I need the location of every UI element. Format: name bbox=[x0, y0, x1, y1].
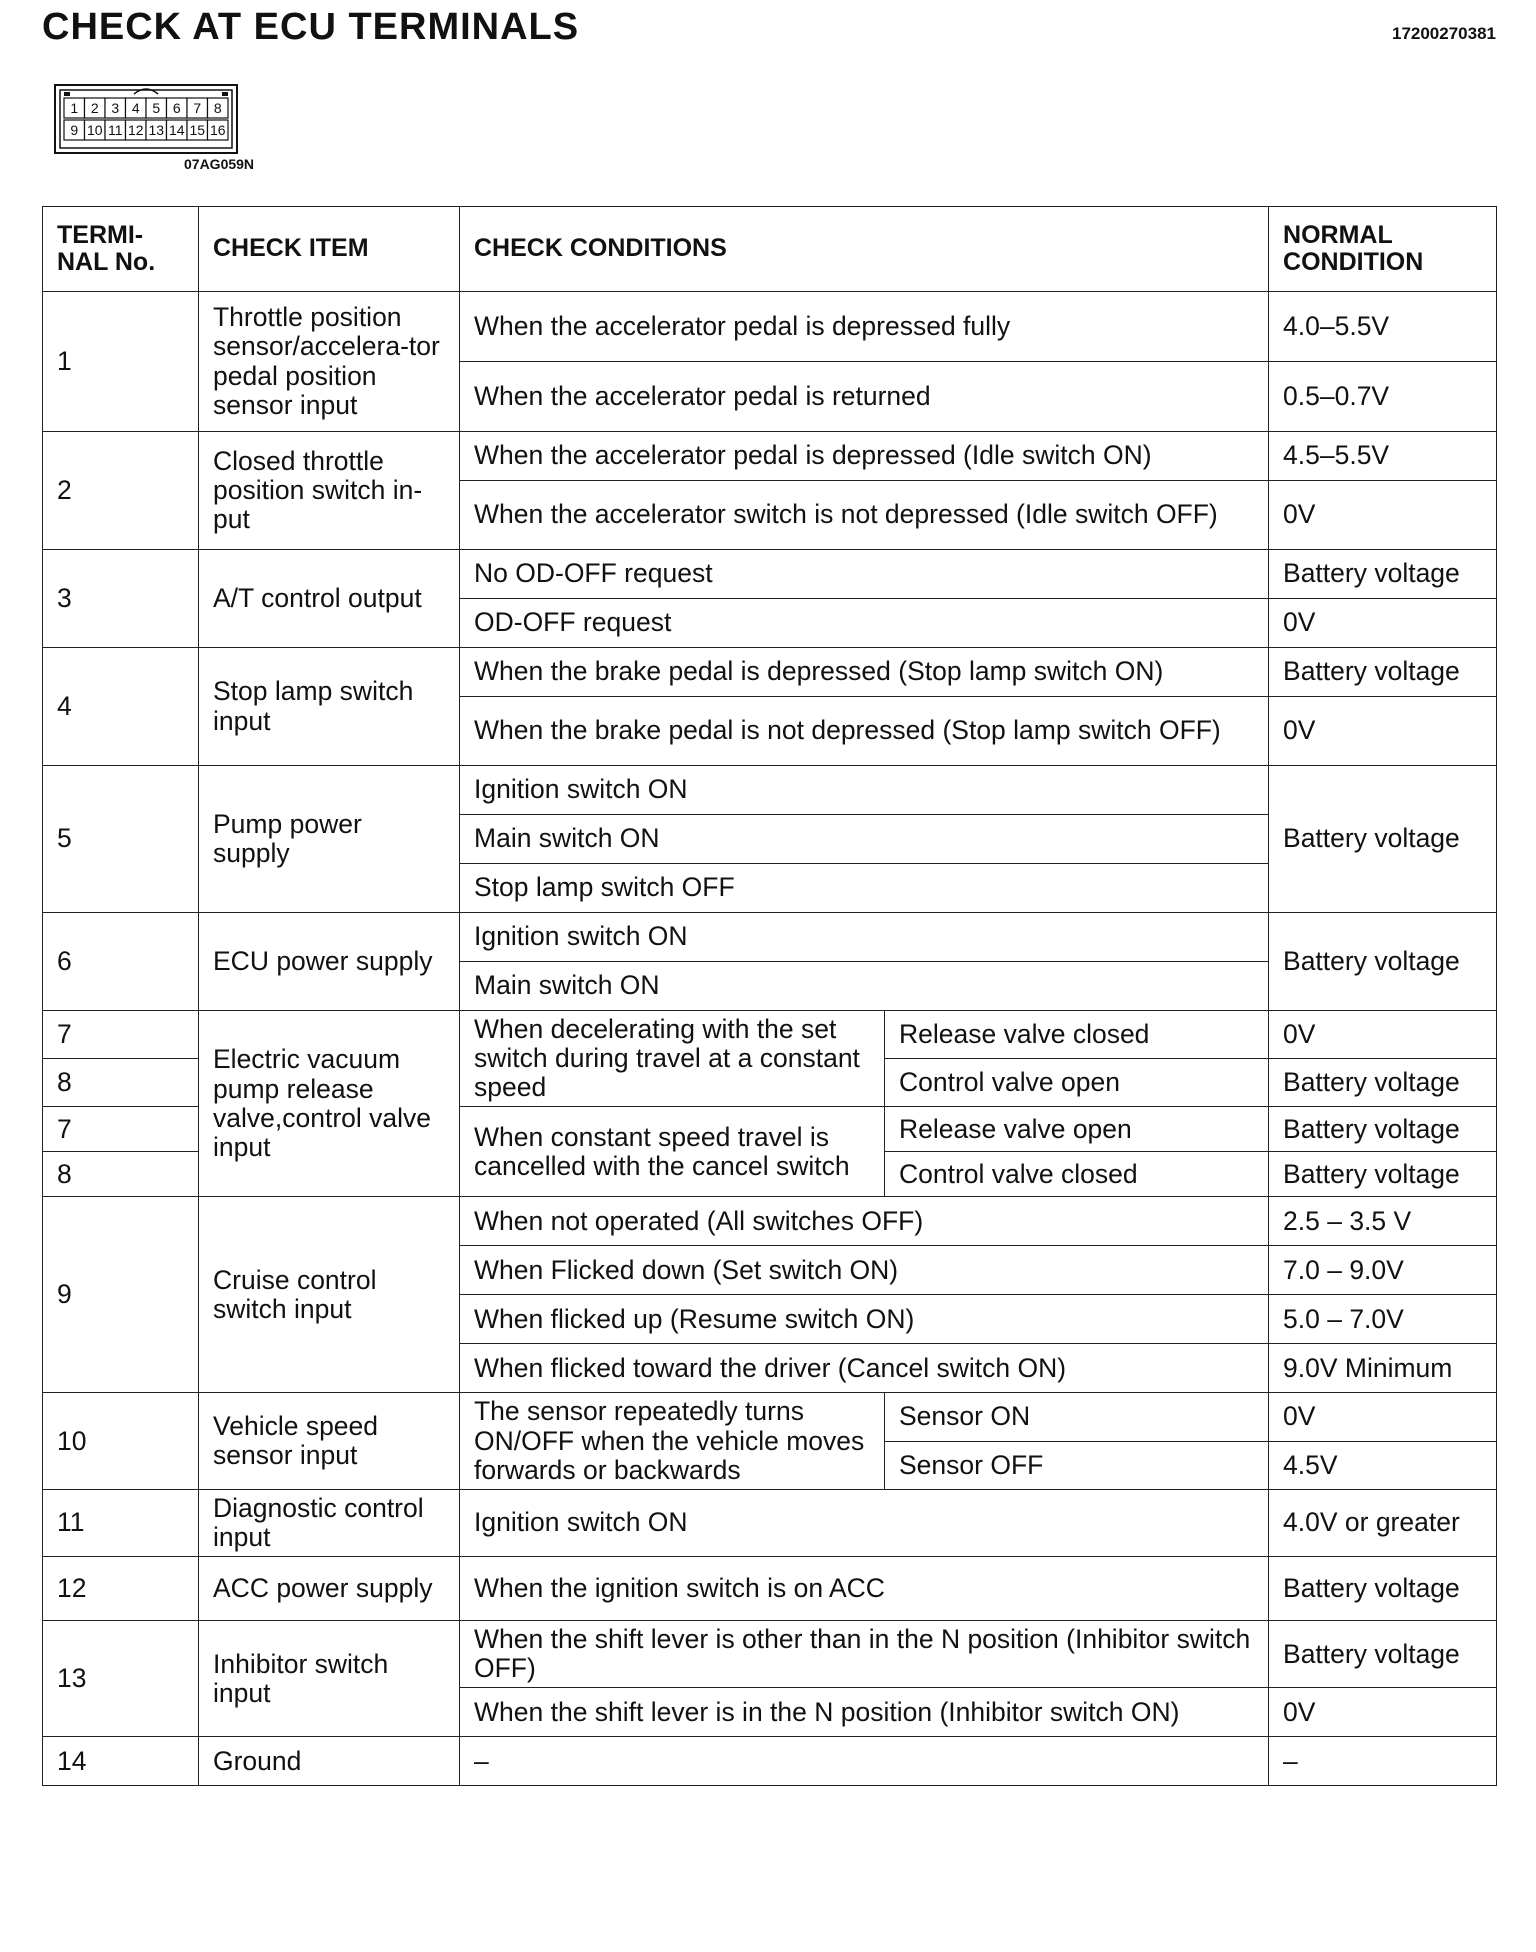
normal-condition: Battery voltage bbox=[1269, 550, 1497, 599]
check-condition: Ignition switch ON bbox=[460, 1489, 1269, 1556]
terminal-number: 11 bbox=[43, 1489, 199, 1556]
normal-condition: 0V bbox=[1269, 697, 1497, 766]
terminal-number: 3 bbox=[43, 550, 199, 648]
normal-condition: Battery voltage bbox=[1269, 913, 1497, 1011]
terminal-number: 1 bbox=[43, 292, 199, 432]
header-normal-text: NORMAL CONDITION bbox=[1283, 220, 1424, 276]
normal-condition: Battery voltage bbox=[1269, 1152, 1497, 1197]
document-id: 17200270381 bbox=[1391, 24, 1496, 43]
normal-condition: Battery voltage bbox=[1269, 1107, 1497, 1152]
connector-pin-label: 10 bbox=[86, 122, 103, 138]
check-item: Stop lamp switch input bbox=[199, 648, 460, 766]
connector-pin-label: 15 bbox=[189, 122, 206, 138]
normal-condition: Battery voltage bbox=[1269, 1621, 1497, 1688]
connector-pin-label: 1 bbox=[70, 100, 79, 116]
terminal-number: 12 bbox=[43, 1557, 199, 1621]
header-normal-condition bbox=[1269, 207, 1497, 292]
check-condition: When the ignition switch is on ACC bbox=[460, 1557, 1269, 1621]
connector-pin-label: 13 bbox=[148, 122, 165, 138]
table-row bbox=[43, 1557, 1497, 1621]
check-condition: When the accelerator pedal is returned bbox=[460, 362, 1269, 432]
check-sub-condition: Sensor OFF bbox=[885, 1441, 1269, 1489]
check-sub-condition: Control valve open bbox=[885, 1059, 1269, 1107]
normal-condition: 0V bbox=[1269, 1688, 1497, 1737]
normal-condition: 0V bbox=[1269, 1393, 1497, 1441]
check-condition: Main switch ON bbox=[460, 962, 1269, 1011]
connector-pin-label: 4 bbox=[131, 100, 140, 116]
check-condition: When not operated (All switches OFF) bbox=[460, 1197, 1269, 1246]
check-condition: When the shift lever is other than in the N position (Inhibitor switch OFF) bbox=[460, 1621, 1269, 1688]
connector-label: 07AG059N bbox=[184, 156, 255, 172]
check-condition: When flicked toward the driver (Cancel switch ON) bbox=[460, 1344, 1269, 1393]
check-condition: When the accelerator pedal is depressed fully bbox=[460, 292, 1269, 362]
check-condition: When decelerating with the set switch during travel at a constant speed bbox=[460, 1011, 885, 1107]
normal-condition: 4.0–5.5V bbox=[1269, 292, 1497, 362]
check-condition: When the brake pedal is depressed (Stop lamp switch ON) bbox=[460, 648, 1269, 697]
table-row bbox=[43, 1489, 1497, 1556]
connector-pin-label: 16 bbox=[209, 122, 226, 138]
connector-pin-label: 5 bbox=[152, 100, 161, 116]
check-item: ACC power supply bbox=[199, 1557, 460, 1621]
check-condition: When the accelerator pedal is depressed (Idle switch ON) bbox=[460, 432, 1269, 481]
table-row bbox=[43, 1011, 1497, 1059]
check-condition: When Flicked down (Set switch ON) bbox=[460, 1246, 1269, 1295]
check-condition: No OD-OFF request bbox=[460, 550, 1269, 599]
terminal-check-table bbox=[42, 206, 1497, 1786]
check-item: Cruise control switch input bbox=[199, 1197, 460, 1393]
table-row bbox=[43, 1621, 1497, 1688]
header-terminal-text: TERMI- NAL No. bbox=[57, 220, 156, 276]
check-condition: Stop lamp switch OFF bbox=[460, 864, 1269, 913]
header-check-conditions: CHECK CONDITIONS bbox=[460, 207, 1269, 292]
table-row bbox=[43, 292, 1497, 362]
check-condition: When flicked up (Resume switch ON) bbox=[460, 1295, 1269, 1344]
normal-condition: Battery voltage bbox=[1269, 1557, 1497, 1621]
check-condition: OD-OFF request bbox=[460, 599, 1269, 648]
connector-pin-label: 14 bbox=[168, 122, 185, 138]
terminal-number: 13 bbox=[43, 1621, 199, 1737]
table-row bbox=[43, 648, 1497, 697]
check-item: Ground bbox=[199, 1737, 460, 1786]
table-row bbox=[43, 432, 1497, 481]
connector-pin-label: 2 bbox=[90, 100, 99, 116]
check-condition: Ignition switch ON bbox=[460, 766, 1269, 815]
connector-drawing bbox=[54, 84, 238, 156]
header-check-item: CHECK ITEM bbox=[199, 207, 460, 292]
check-sub-condition: Sensor ON bbox=[885, 1393, 1269, 1441]
normal-condition: 9.0V Minimum bbox=[1269, 1344, 1497, 1393]
page-title: CHECK AT ECU TERMINALS bbox=[42, 6, 580, 48]
normal-condition: 4.0V or greater bbox=[1269, 1489, 1497, 1556]
normal-condition: Battery voltage bbox=[1269, 766, 1497, 913]
terminal-number: 4 bbox=[43, 648, 199, 766]
table-header-row bbox=[43, 207, 1497, 292]
check-item: Pump power supply bbox=[199, 766, 460, 913]
normal-condition: – bbox=[1269, 1737, 1497, 1786]
check-item: Closed throttle position switch in-put bbox=[199, 432, 460, 550]
connector-pin-label: 3 bbox=[111, 100, 120, 116]
terminal-number: 8 bbox=[43, 1152, 199, 1197]
normal-condition: 0V bbox=[1269, 1011, 1497, 1059]
terminal-number: 14 bbox=[43, 1737, 199, 1786]
normal-condition: 4.5–5.5V bbox=[1269, 432, 1497, 481]
check-item: Throttle position sensor/accelera-tor pedal position sensor input bbox=[199, 292, 460, 432]
check-condition: When the accelerator switch is not depressed (Idle switch OFF) bbox=[460, 481, 1269, 550]
normal-condition: Battery voltage bbox=[1269, 1059, 1497, 1107]
terminal-number: 10 bbox=[43, 1393, 199, 1489]
terminal-number: 6 bbox=[43, 913, 199, 1011]
check-condition: Ignition switch ON bbox=[460, 913, 1269, 962]
terminal-number: 2 bbox=[43, 432, 199, 550]
check-condition: When the shift lever is in the N position (Inhibitor switch ON) bbox=[460, 1688, 1269, 1737]
terminal-number: 8 bbox=[43, 1059, 199, 1107]
check-sub-condition: Control valve closed bbox=[885, 1152, 1269, 1197]
check-item: Diagnostic control input bbox=[199, 1489, 460, 1556]
connector-pin-label: 9 bbox=[70, 122, 79, 138]
normal-condition: Battery voltage bbox=[1269, 648, 1497, 697]
normal-condition: 0V bbox=[1269, 599, 1497, 648]
connector-diagram bbox=[54, 84, 238, 161]
normal-condition: 7.0 – 9.0V bbox=[1269, 1246, 1497, 1295]
check-item: Electric vacuum pump release valve,control valve input bbox=[199, 1011, 460, 1197]
connector-pin-label: 6 bbox=[172, 100, 181, 116]
check-item: A/T control output bbox=[199, 550, 460, 648]
check-item: Vehicle speed sensor input bbox=[199, 1393, 460, 1489]
table-row bbox=[43, 1197, 1497, 1246]
check-item: Inhibitor switch input bbox=[199, 1621, 460, 1737]
normal-condition: 2.5 – 3.5 V bbox=[1269, 1197, 1497, 1246]
check-condition: When constant speed travel is cancelled with the cancel switch bbox=[460, 1107, 885, 1197]
check-condition: When the brake pedal is not depressed (Stop lamp switch OFF) bbox=[460, 697, 1269, 766]
check-condition: Main switch ON bbox=[460, 815, 1269, 864]
table-row bbox=[43, 913, 1497, 962]
terminal-number: 9 bbox=[43, 1197, 199, 1393]
normal-condition: 0V bbox=[1269, 481, 1497, 550]
normal-condition: 4.5V bbox=[1269, 1441, 1497, 1489]
normal-condition: 5.0 – 7.0V bbox=[1269, 1295, 1497, 1344]
check-item: ECU power supply bbox=[199, 913, 460, 1011]
table-row bbox=[43, 1393, 1497, 1441]
terminal-number: 7 bbox=[43, 1011, 199, 1059]
check-sub-condition: Release valve open bbox=[885, 1107, 1269, 1152]
connector-pin-label: 11 bbox=[107, 122, 123, 138]
table-row bbox=[43, 766, 1497, 815]
table-row bbox=[43, 550, 1497, 599]
table-row bbox=[43, 1737, 1497, 1786]
terminal-number: 7 bbox=[43, 1107, 199, 1152]
normal-condition: 0.5–0.7V bbox=[1269, 362, 1497, 432]
connector-pin-label: 12 bbox=[127, 122, 144, 138]
check-sub-condition: Release valve closed bbox=[885, 1011, 1269, 1059]
check-condition: – bbox=[460, 1737, 1269, 1786]
connector-pin-label: 8 bbox=[213, 100, 222, 116]
terminal-number: 5 bbox=[43, 766, 199, 913]
header-terminal bbox=[43, 207, 199, 292]
connector-pin-label: 7 bbox=[193, 100, 202, 116]
check-condition: The sensor repeatedly turns ON/OFF when the vehicle moves forwards or backwards bbox=[460, 1393, 885, 1489]
